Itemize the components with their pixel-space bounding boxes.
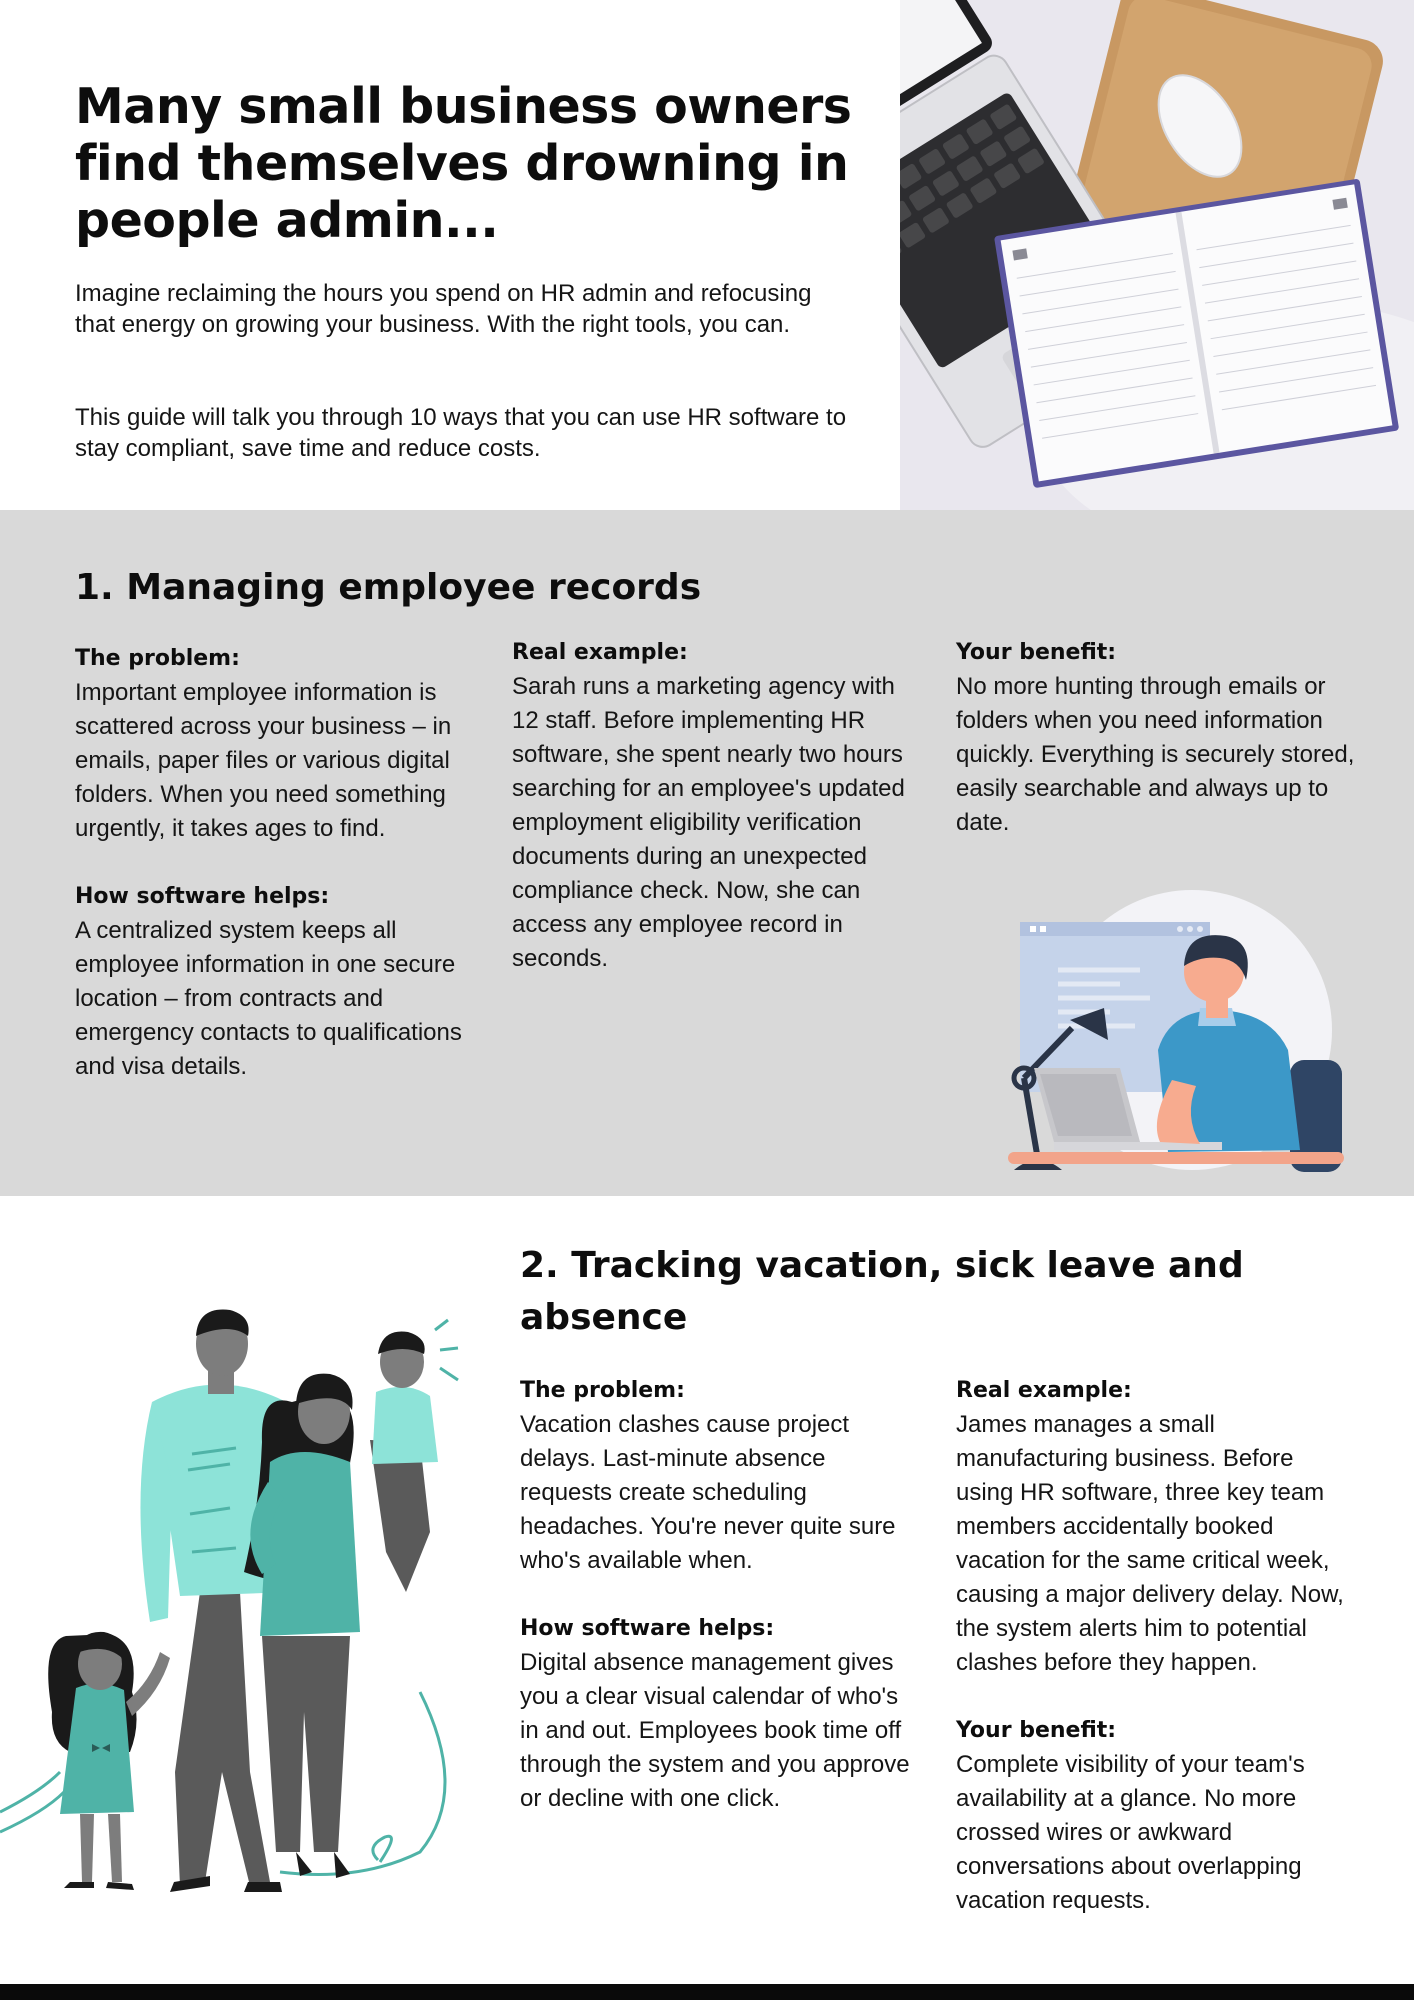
section-1-title: 1. Managing employee records: [75, 567, 702, 608]
desk-photo-image: [900, 0, 1414, 510]
hero-paragraph-2: This guide will talk you through 10 ways that you can use HR software to stay compliant, save time and reduce costs.: [75, 404, 847, 462]
section-absence-tracking: [0, 1196, 1414, 1984]
section-employee-records: [0, 510, 1414, 1196]
hero-section: [0, 0, 1414, 510]
your-benefit-heading: Your benefit:: [956, 640, 1117, 665]
section-1-column-1: [75, 642, 470, 1084]
your-benefit-text: Complete visibility of your team's availability at a glance. No more crossed wires or awkward conversations about overlapping vacation requests.: [956, 1751, 1305, 1914]
section-2-column-1: [520, 1374, 915, 1816]
how-software-helps-heading: How software helps:: [75, 884, 330, 909]
real-example-text: James manages a small manufacturing business. Before using HR software, three key team members accidentally booked vacation for the same critical week, causing a major delivery delay. Now, the system alerts him to potential clashes before they happen.: [956, 1411, 1344, 1676]
real-example-text: Sarah runs a marketing agency with 12 staff. Before implementing HR software, she spent nearly two hours searching for an employee's updated employment eligibility verification documents during an unexpected compliance check. Now, she can access any employee record in seconds.: [512, 673, 905, 972]
how-software-helps-heading: How software helps:: [520, 1616, 775, 1641]
problem-heading: The problem:: [520, 1378, 685, 1403]
family-illustration: [0, 1292, 470, 1892]
real-example-heading: Real example:: [512, 640, 688, 665]
how-software-helps-text: Digital absence management gives you a clear visual calendar of who's in and out. Employees book time off through the system and you approve or decline with one click.: [520, 1649, 910, 1812]
problem-text: Important employee information is scattered across your business – in emails, paper files or various digital folders. When you need something urgently, it takes ages to find.: [75, 679, 452, 842]
section-1-column-2: [512, 636, 907, 976]
hero-title: Many small business owners find themselves drowning in people admin...: [75, 78, 852, 249]
footer-bar: [0, 1984, 1414, 2000]
your-benefit-text: No more hunting through emails or folders when you need information quickly. Everything is securely stored, easily searchable and always up to date.: [956, 673, 1355, 836]
how-software-helps-text: A centralized system keeps all employee information in one secure location – from contracts and emergency contacts to qualifications and visa details.: [75, 917, 462, 1080]
section-2-title: 2. Tracking vacation, sick leave and absence: [520, 1245, 1244, 1338]
real-example-heading: Real example:: [956, 1378, 1132, 1403]
hero-paragraph-1: Imagine reclaiming the hours you spend on HR admin and refocusing that energy on growing your business. With the right tools, you can.: [75, 280, 812, 338]
problem-heading: The problem:: [75, 646, 240, 671]
section-2-column-2: [956, 1374, 1356, 1918]
section-1-column-3: [956, 636, 1356, 840]
problem-text: Vacation clashes cause project delays. Last-minute absence requests create scheduling headaches. You're never quite sure who's available when.: [520, 1411, 896, 1574]
your-benefit-heading: Your benefit:: [956, 1718, 1117, 1743]
man-at-laptop-illustration: [1000, 880, 1350, 1180]
